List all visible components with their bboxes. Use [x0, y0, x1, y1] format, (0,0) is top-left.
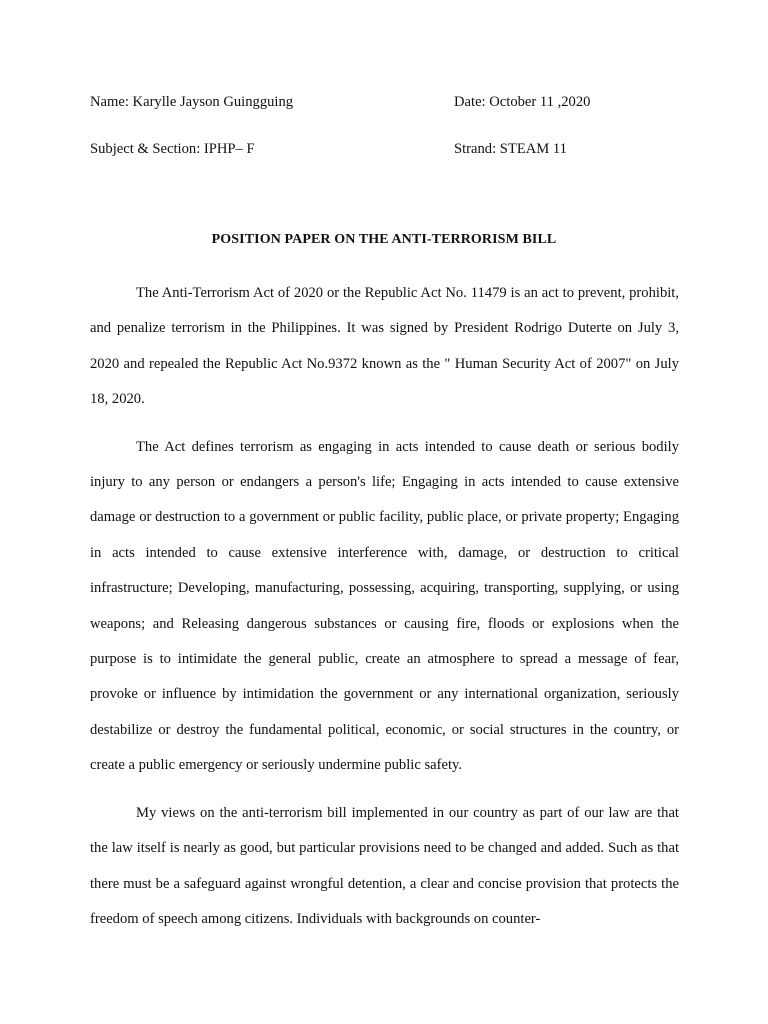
document-date: Date: October 11 ,2020	[454, 94, 591, 110]
paragraph-3: My views on the anti-terrorism bill implemented in our country as part of our law are that the law itself is nearly as good, but particular provisions need to be changed and added. Such as that there must be a safeguard against wrongful detention, a clear and concise provision that protects the freedom of speech among citizens. Individuals with backgrounds on counter-	[90, 804, 679, 927]
paragraph-1: The Anti-Terrorism Act of 2020 or the Republic Act No. 11479 is an act to prevent, prohibit, and penalize terrorism in the Philippines. It was signed by President Rodrigo Duterte on July 3, 2020 and repealed the Republic Act No.9372 known as the " Human Security Act of 2007" on July 18, 2020.	[90, 285, 679, 408]
header-row-name-date	[90, 92, 690, 112]
document-title: POSITION PAPER ON THE ANTI-TERRORISM BILL	[211, 232, 557, 247]
subject-section: Subject & Section: IPHP– F	[90, 141, 255, 157]
student-name: Name: Karylle Jayson Guingguing	[90, 94, 294, 110]
paragraph-2: The Act defines terrorism as engaging in acts intended to cause death or serious bodily injury to any person or endangers a person's life; Engaging in acts intended to cause extensive damage or destruction to a government or public facility, public place, or private property; Engaging in acts intended to cause extensive interference with, damage, or destruction to critical infrastructure; Developing, manufacturing, possessing, acquiring, transporting, supplying, or using weapons; and Releasing dangerous substances or causing fire, floods or explosions when the purpose is to intimidate the general public, create an atmosphere to spread a message of fear, provoke or influence by intimidation the government or any international organization, seriously destabilize or destroy the fundamental political, economic, or social structures in the country, or create a public emergency or seriously undermine public safety.	[90, 438, 679, 774]
strand: Strand: STEAM 11	[454, 141, 567, 157]
document-body	[90, 276, 679, 949]
header-row-subject-strand	[90, 139, 690, 159]
